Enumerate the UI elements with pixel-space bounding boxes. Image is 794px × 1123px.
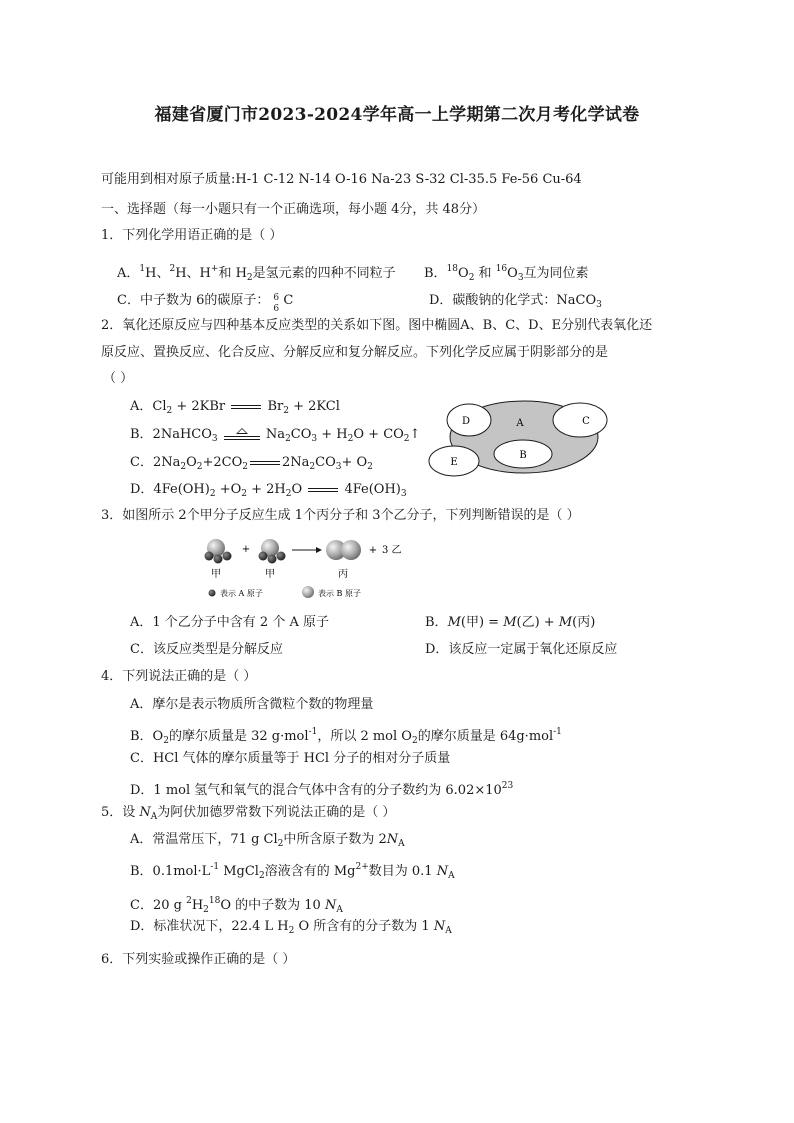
question-6-stem: 6．下列实验或操作正确的是（ ） bbox=[101, 952, 296, 967]
svg-text:丙: 丙 bbox=[338, 569, 348, 580]
exam-title: 福建省厦门市2023-2024学年高一上学期第二次月考化学试卷 bbox=[154, 105, 640, 125]
question-4-option-c: C．HCl 气体的摩尔质量等于 HCl 分子的相对分子质量 bbox=[130, 751, 451, 766]
reaction-types-venn-diagram bbox=[425, 392, 615, 484]
venn-label-e: E bbox=[450, 457, 458, 468]
svg-text:+: + bbox=[241, 544, 251, 555]
section-heading-choice: 一、选择题（每一小题只有一个正确选项，每小题 4分，共 48分） bbox=[101, 202, 486, 217]
question-5-stem: 5．设 $N_A$为阿伏加德罗常数下列说法正确的是（ ） bbox=[101, 805, 396, 822]
question-3-option-d: D．该反应一定属于氧化还原反应 bbox=[425, 642, 618, 657]
question-1-option-b: B．$^{18}O_2$ 和 $^{16}O_3$互为同位素 bbox=[424, 264, 589, 283]
question-2-stem-line3: （ ） bbox=[103, 371, 134, 386]
question-5-option-c: C．20 g $^2H_2^{18}O$ 的中子数为 10 $N_A$ bbox=[130, 896, 343, 915]
legend-atom-b-icon bbox=[302, 586, 314, 598]
question-4-stem: 4．下列说法正确的是（ ） bbox=[101, 669, 257, 684]
molecule-jia-1 bbox=[205, 539, 232, 564]
question-2-stem-line1: 2．氧化还原反应与四种基本反应类型的关系如下图。图中椭圆A、B、C、D、E分别代表氧化还 bbox=[101, 318, 653, 333]
svg-text:3 乙: 3 乙 bbox=[382, 545, 402, 556]
question-5-option-a: A．常温常压下，71 g $Cl_2$中所含原子数为 $2N_A$ bbox=[130, 832, 405, 849]
svg-text:+: + bbox=[368, 545, 378, 556]
molecule-jia-2 bbox=[259, 539, 286, 564]
venn-label-d: D bbox=[461, 416, 471, 427]
venn-label-b: B bbox=[519, 450, 527, 461]
question-4-option-d: D．1 mol 氢气和氧气的混合气体中含有的分子数约为 $6.02\times 10^{23}$ bbox=[130, 781, 514, 798]
equals-sign bbox=[229, 402, 263, 412]
question-3-option-b: B．M(甲) = M(乙) + M(丙) bbox=[425, 615, 596, 630]
question-4-option-b: B．$O_2$的摩尔质量是 32 g·mol$^{-1}$，所以 2 mol $O_2$的摩尔质量是 64g·mol$^{-1}$ bbox=[130, 727, 562, 746]
svg-text:甲: 甲 bbox=[265, 569, 275, 580]
legend-atom-a-icon bbox=[209, 590, 216, 597]
question-1-stem: 1．下列化学用语正确的是（ ） bbox=[101, 228, 283, 243]
svg-text:甲: 甲 bbox=[211, 569, 221, 580]
equals-sign bbox=[248, 458, 282, 468]
heating-equals-sign bbox=[222, 428, 262, 442]
atomic-masses-note: 可能用到相对原子质量:H-1 C-12 N-14 O-16 Na-23 S-32 Cl-35.5 Fe-56 Cu-64 bbox=[101, 172, 582, 187]
venn-ellipse-c bbox=[553, 403, 607, 437]
molecule-bing bbox=[326, 540, 361, 560]
question-5-option-b: B．$0.1mol\cdot L^{-1}$ MgCl$_2$溶液含有的 $Mg^{2+}$数目为 0.1 $N_A$ bbox=[130, 862, 455, 881]
question-1-option-d: D．碳酸钠的化学式：NaCO$_3$ bbox=[429, 293, 602, 310]
molecule-reaction-figure bbox=[200, 535, 410, 603]
question-3-stem: 3．如图所示 2个甲分子反应生成 1个丙分子和 3个乙分子，下列判断错误的是（ ） bbox=[101, 508, 580, 523]
question-2-option-b: B．2NaHCO$_3$ $Na_2CO_3 + H_2O$ + $CO_2↑$ bbox=[130, 427, 421, 444]
question-4-option-a: A．摩尔是表示物质所含微粒个数的物理量 bbox=[130, 697, 374, 712]
question-1-option-a: A．$^1$H、$^2$H、H+和 $H_2$是氢元素的四种不同粒子 bbox=[117, 264, 396, 283]
question-2-option-c: C．$2Na_2O_2+2CO_2$ $2Na_2CO_3+ O_2$ bbox=[130, 455, 373, 472]
question-1-option-c: C．中子数为 6的碳原子： 6 6 C bbox=[117, 293, 294, 314]
question-3-option-c: C．该反应类型是分解反应 bbox=[130, 642, 283, 657]
equals-sign bbox=[306, 485, 340, 495]
svg-text:表示 B 原子: 表示 B 原子 bbox=[318, 589, 361, 598]
question-2-option-a: A．$Cl_2 + 2KBr$ $Br_2 + 2KCl$ bbox=[130, 399, 340, 416]
svg-text:表示 A 原子: 表示 A 原子 bbox=[220, 589, 263, 598]
question-5-option-d: D．标准状况下，22.4 L $H_2$ O 所含有的分子数为 1 $N_A$ bbox=[130, 919, 452, 936]
question-2-option-d: D．$4Fe(OH)_2 +O_2 + 2H_2O$ $4Fe(OH)_3$ bbox=[130, 482, 407, 499]
venn-label-a: A bbox=[516, 418, 524, 429]
venn-label-c: C bbox=[582, 416, 590, 427]
question-3-option-a: A．1 个乙分子中含有 2 个 A 原子 bbox=[130, 615, 329, 630]
question-2-stem-line2: 原反应、置换反应、化合反应、分解反应和复分解反应。下列化学反应属于阴影部分的是 bbox=[101, 345, 609, 360]
